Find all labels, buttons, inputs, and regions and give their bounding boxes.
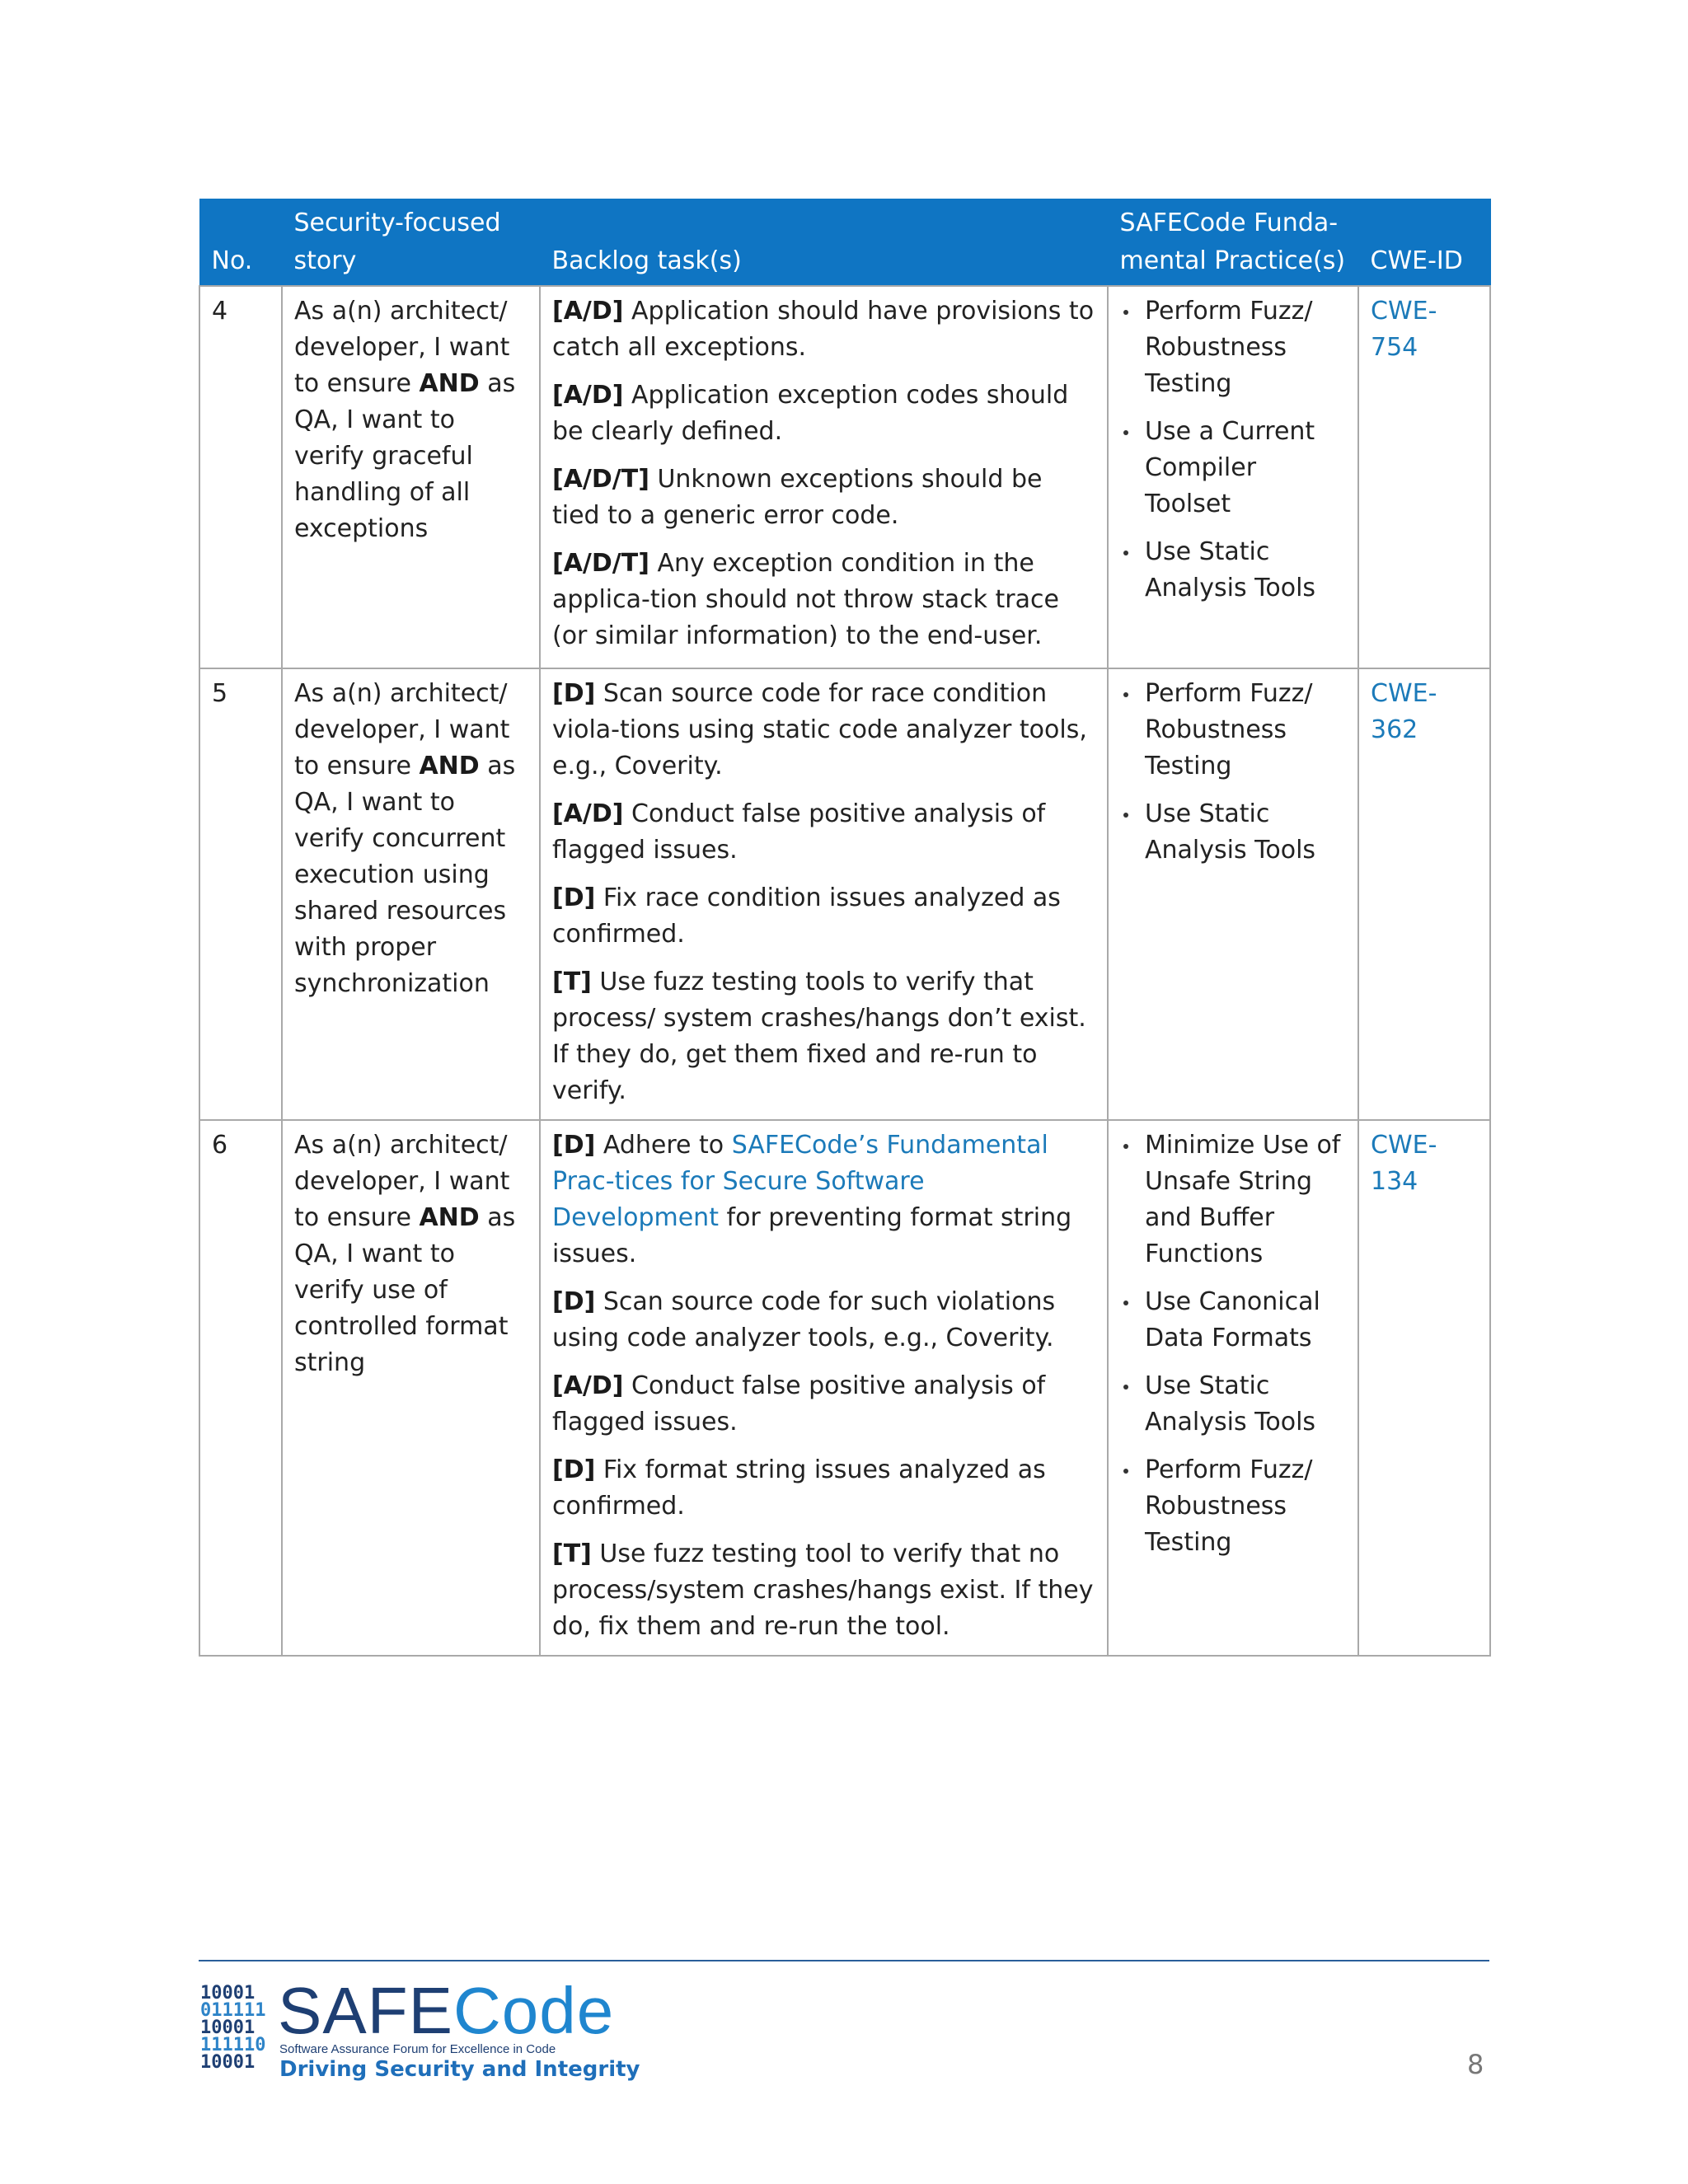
task-tag: [A/D] xyxy=(552,799,624,828)
task-text: Application exception codes should be clearly defined. xyxy=(552,381,1069,446)
task-text: Conduct false positive analysis of flagged issues. xyxy=(552,1371,1046,1436)
practice-item: Use Canonical Data Formats xyxy=(1120,1284,1346,1357)
table-row xyxy=(199,286,1490,668)
backlog-task xyxy=(552,1536,1095,1645)
cwe-link[interactable]: CWE-754 xyxy=(1371,297,1437,362)
cwe-cell xyxy=(1358,1120,1490,1656)
practice-item: Perform Fuzz/ Robustness Testing xyxy=(1120,1452,1346,1561)
task-tag: [A/D/T] xyxy=(552,465,649,494)
cwe-cell xyxy=(1358,668,1490,1120)
page-number: 8 xyxy=(1467,2049,1484,2080)
story-text: As a(n) architect/ developer, I want to ensure xyxy=(294,679,510,780)
backlog-task xyxy=(552,880,1095,953)
task-text: Use fuzz testing tool to verify that no process/system crashes/hangs exist. If they do, fix them and re-run the tool. xyxy=(552,1540,1094,1641)
header-backlog: Backlog task(s) xyxy=(540,199,1108,287)
task-text: Fix race condition issues analyzed as confirmed. xyxy=(552,883,1061,949)
brand-code: Code xyxy=(452,1974,615,2047)
brand-slogan: Driving Security and Integrity xyxy=(279,2057,640,2082)
brand-wordmark xyxy=(278,1976,614,2046)
task-text: Fix format string issues analyzed as confirmed. xyxy=(552,1455,1046,1521)
story-cell xyxy=(282,1120,540,1656)
task-tag: [D] xyxy=(552,883,596,912)
backlog-cell xyxy=(540,1120,1108,1656)
task-tag: [A/D] xyxy=(552,381,624,410)
backlog-task xyxy=(552,1127,1095,1272)
story-text: As a(n) architect/ developer, I want to ensure xyxy=(294,297,510,398)
row-number: 4 xyxy=(199,286,282,668)
story-and: AND xyxy=(419,1203,480,1232)
practice-item: Use Static Analysis Tools xyxy=(1120,1368,1346,1441)
task-tag: [D] xyxy=(552,679,596,708)
backlog-task xyxy=(552,1284,1095,1357)
binary-line: 10001 xyxy=(200,2018,256,2038)
task-text: Scan source code for race condition viola-tions using static code analyzer tools, e.g., Coverity. xyxy=(552,679,1087,780)
practice-item: Use Static Analysis Tools xyxy=(1120,534,1346,607)
story-cell xyxy=(282,668,540,1120)
task-text: Adhere to xyxy=(595,1131,732,1160)
table-row xyxy=(199,668,1490,1120)
backlog-task xyxy=(552,1452,1095,1525)
practices-cell xyxy=(1108,1120,1358,1656)
table-row xyxy=(199,1120,1490,1656)
brand-safe: SAFE xyxy=(278,1974,453,2047)
story-text: as QA, I want to verify use of controlled format string xyxy=(294,1203,516,1377)
task-tag: [D] xyxy=(552,1287,596,1316)
task-text: Use fuzz testing tools to verify that process/ system crashes/hangs don’t exist. If they do, get them fixed and re-run to verify. xyxy=(552,968,1086,1105)
task-text: Unknown exceptions should be tied to a generic error code. xyxy=(552,465,1043,530)
backlog-cell xyxy=(540,668,1108,1120)
story-text: as QA, I want to verify concurrent execution using shared resources with proper synchronization xyxy=(294,752,516,998)
header-story: Security-focused story xyxy=(282,199,540,287)
backlog-task xyxy=(552,293,1095,366)
binary-line: 011111 xyxy=(200,2000,266,2021)
task-tag: [A/D/T] xyxy=(552,549,649,578)
practices-cell xyxy=(1108,668,1358,1120)
story-text: as QA, I want to verify graceful handling of all exceptions xyxy=(294,369,516,543)
fundamental-practices-link[interactable]: SAFECode’s Fundamental Prac-tices for Secure Software Development xyxy=(552,1131,1048,1232)
cwe-link[interactable]: CWE-362 xyxy=(1371,679,1437,744)
cwe-link[interactable]: CWE-134 xyxy=(1371,1131,1437,1196)
cwe-cell xyxy=(1358,286,1490,668)
backlog-cell xyxy=(540,286,1108,668)
practice-item: Perform Fuzz/ Robustness Testing xyxy=(1120,293,1346,402)
safecode-logo xyxy=(200,1974,640,2083)
task-text: for preventing format string issues. xyxy=(552,1203,1072,1268)
row-number: 5 xyxy=(199,668,282,1120)
practices-table xyxy=(199,199,1491,1657)
practice-item: Perform Fuzz/ Robustness Testing xyxy=(1120,676,1346,785)
task-text: Any exception condition in the applica-tion should not throw stack trace (or similar information) to the end-user. xyxy=(552,549,1059,650)
row-number: 6 xyxy=(199,1120,282,1656)
table-header-row xyxy=(199,199,1490,287)
practices-cell xyxy=(1108,286,1358,668)
practice-item: Use a Current Compiler Toolset xyxy=(1120,414,1346,523)
header-cwe: CWE-ID xyxy=(1358,199,1490,287)
header-no: No. xyxy=(199,199,282,287)
task-tag: [A/D] xyxy=(552,1371,624,1400)
story-and: AND xyxy=(419,369,480,398)
binary-mark xyxy=(200,1985,265,2071)
practice-item: Use Static Analysis Tools xyxy=(1120,796,1346,869)
backlog-task xyxy=(552,546,1095,654)
backlog-task xyxy=(552,377,1095,450)
task-tag: [T] xyxy=(552,968,592,996)
task-tag: [D] xyxy=(552,1455,596,1484)
task-tag: [D] xyxy=(552,1131,596,1160)
binary-line: 111110 xyxy=(200,2035,266,2055)
backlog-task xyxy=(552,1368,1095,1441)
task-text: Conduct false positive analysis of flagged issues. xyxy=(552,799,1046,865)
story-cell xyxy=(282,286,540,668)
backlog-task xyxy=(552,796,1095,869)
backlog-task xyxy=(552,676,1095,785)
brand-tagline: Software Assurance Forum for Excellence in Code xyxy=(279,2042,556,2056)
story-text: As a(n) architect/ developer, I want to ensure xyxy=(294,1131,510,1232)
task-text: Application should have provisions to catch all exceptions. xyxy=(552,297,1095,362)
binary-line: 10001 xyxy=(200,2052,256,2073)
backlog-task xyxy=(552,964,1095,1109)
footer-divider xyxy=(199,1960,1489,1961)
story-and: AND xyxy=(419,752,480,780)
header-practices: SAFECode Funda-mental Practice(s) xyxy=(1108,199,1358,287)
task-tag: [A/D] xyxy=(552,297,624,326)
task-text: Scan source code for such violations using code analyzer tools, e.g., Coverity. xyxy=(552,1287,1056,1352)
task-tag: [T] xyxy=(552,1540,592,1568)
practice-item: Minimize Use of Unsafe String and Buffer Functions xyxy=(1120,1127,1346,1272)
binary-line: 10001 xyxy=(200,1983,256,2004)
backlog-task xyxy=(552,462,1095,534)
